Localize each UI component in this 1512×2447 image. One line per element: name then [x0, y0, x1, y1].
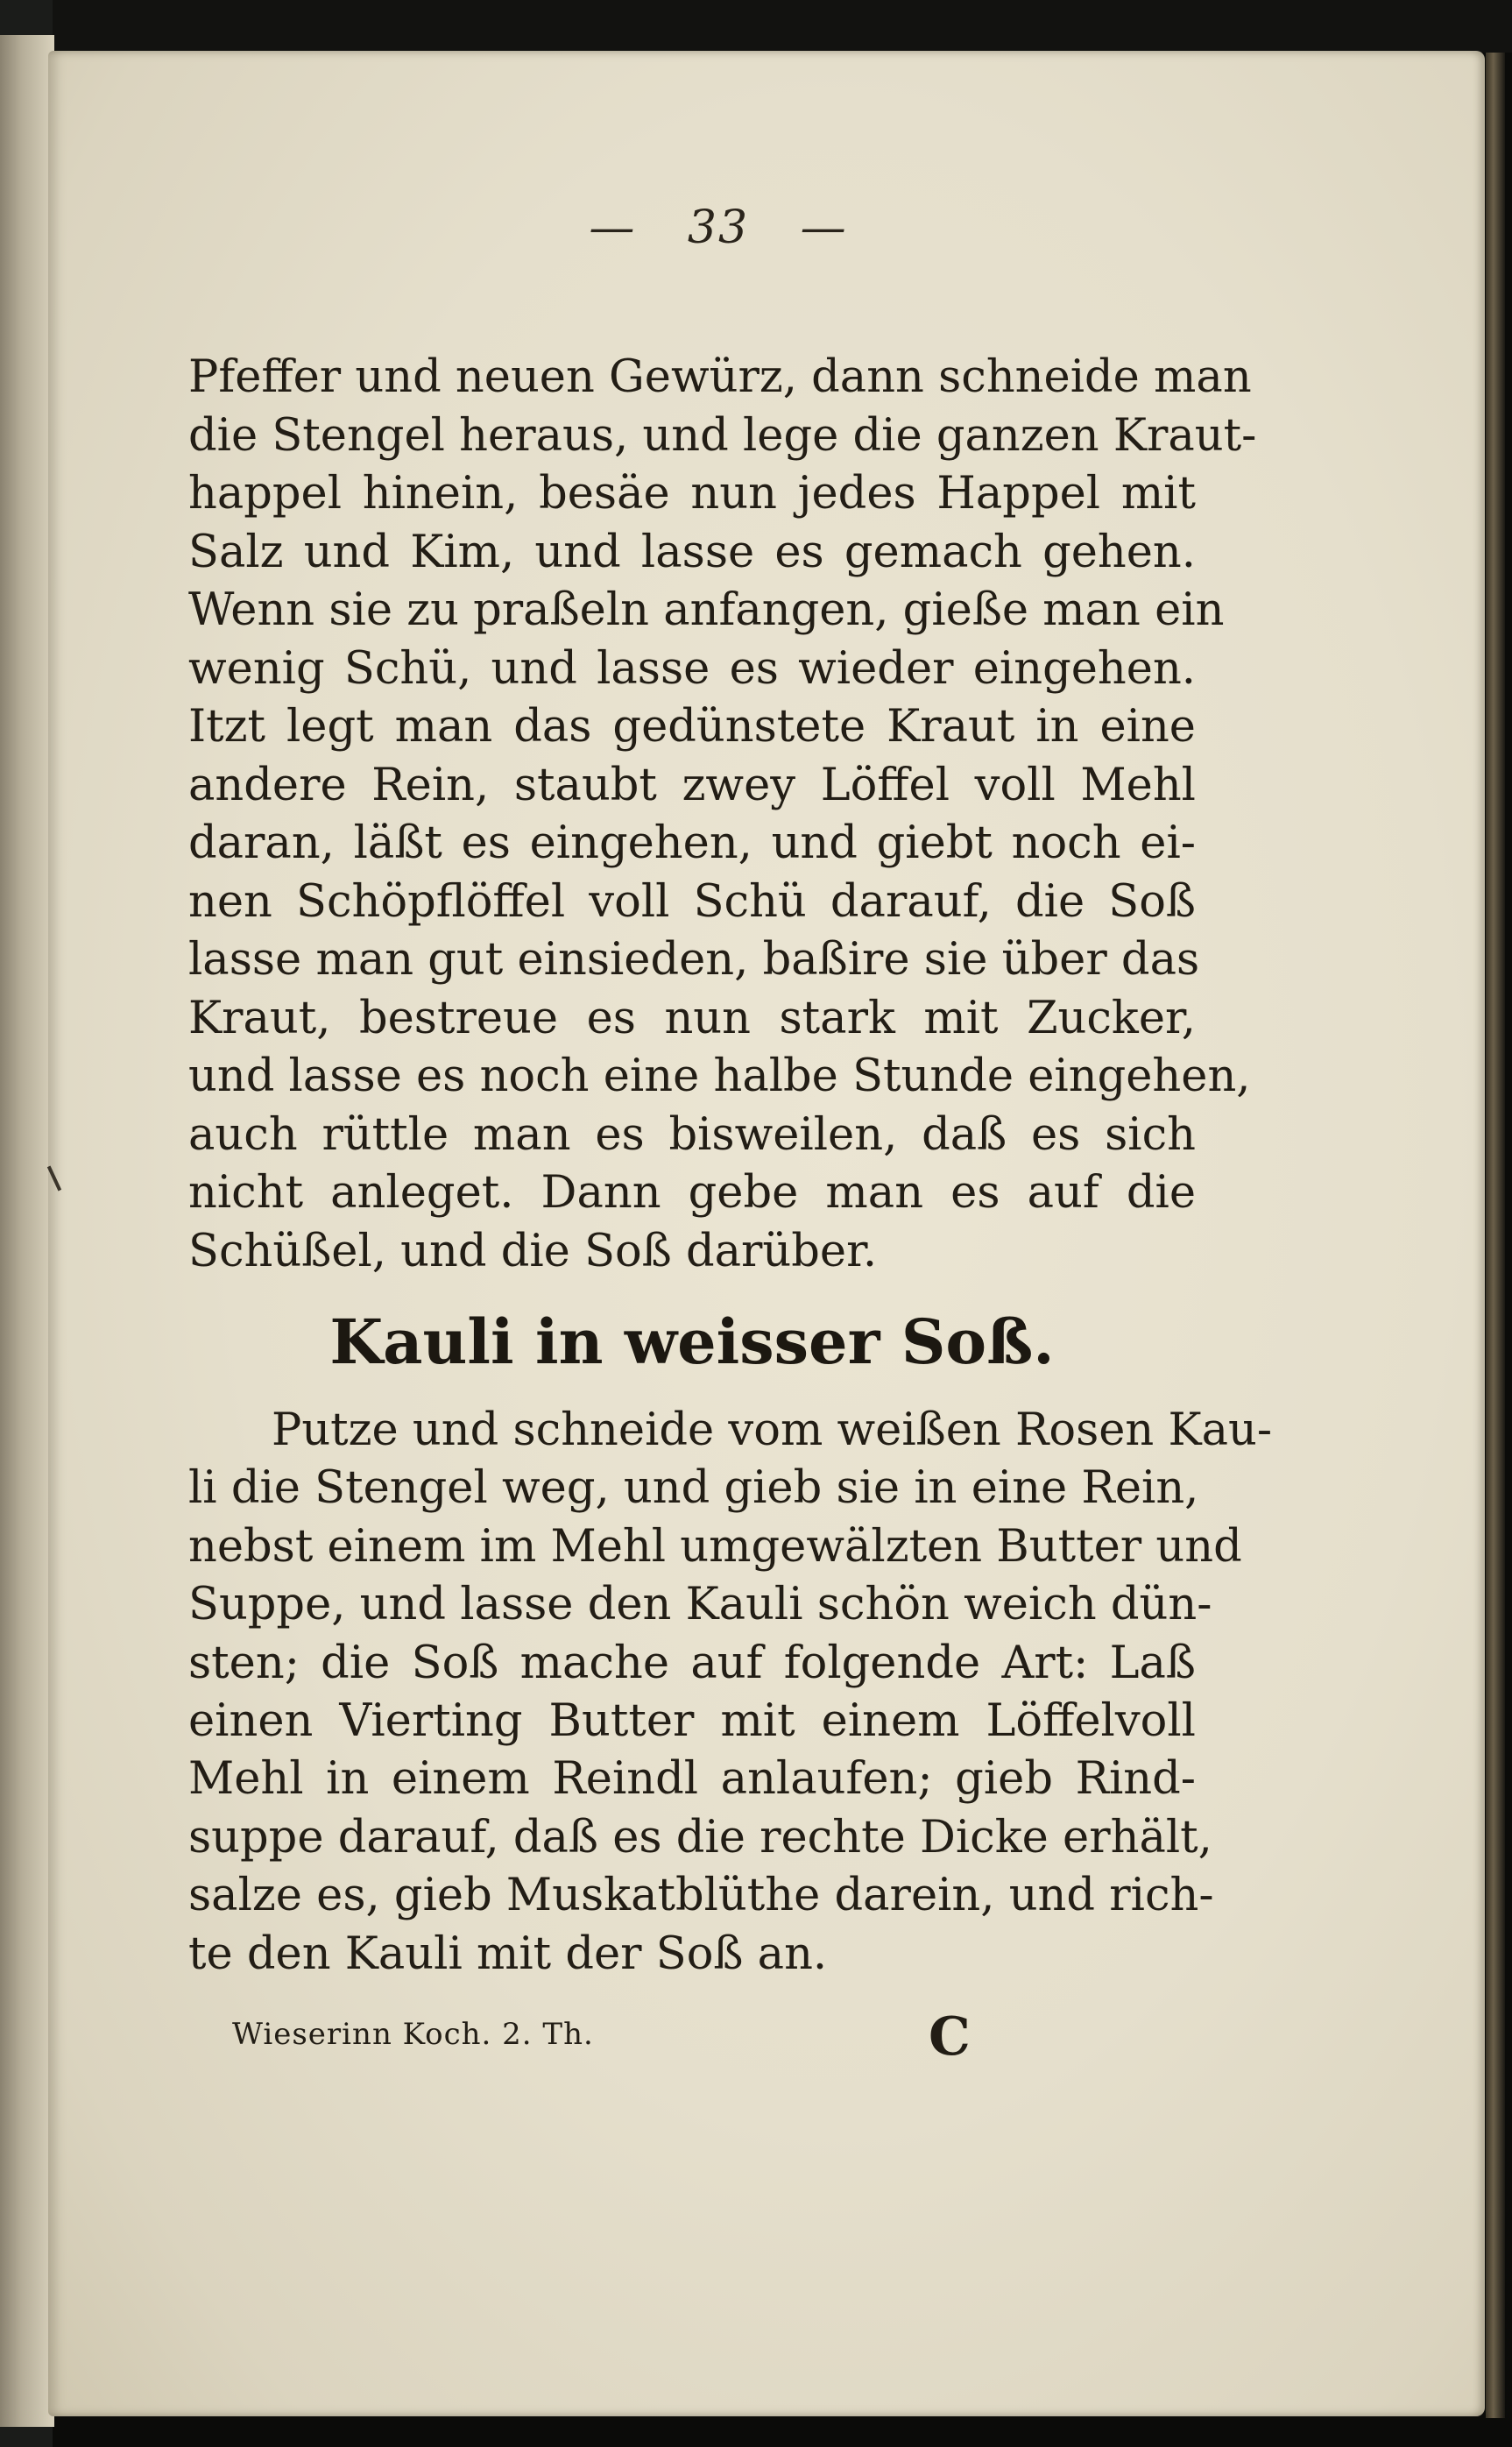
text-line: suppe darauf, daß es die rechte Dicke erhält, — [188, 1811, 1212, 1864]
text-line: einen Vierting Butter mit einem Löffelvoll — [188, 1695, 1196, 1748]
text-line: lasse man gut einsieden, baßire sie über das — [188, 934, 1200, 986]
text-line: Suppe, und lasse den Kauli schön weich dün- — [188, 1579, 1212, 1631]
text-line: nen Schöpflöffel voll Schü darauf, die Soß — [188, 875, 1196, 928]
text-line: Pfeffer und neuen Gewürz, dann schneide man — [188, 351, 1252, 403]
scan-background-top — [0, 0, 1512, 53]
text-line: nebst einem im Mehl umgewälzten Butter und — [188, 1520, 1242, 1573]
text-line: sten; die Soß mache auf folgende Art: Laß — [188, 1637, 1196, 1689]
text-line: nicht anleget. Dann gebe man es auf die — [188, 1167, 1196, 1219]
page-number-dash-left: — — [589, 202, 637, 254]
page-number — [561, 202, 876, 254]
recipe-text — [188, 1402, 1273, 1984]
text-line: Schüßel, und die Soß darüber. — [188, 1225, 878, 1277]
continued-recipe-text — [188, 349, 1257, 1281]
text-line: Wenn sie zu praßeln anfangen, gieße man ein — [188, 584, 1225, 636]
text-line: Kraut, bestreue es nun stark mit Zucker, — [188, 992, 1196, 1044]
text-line: happel hinein, besäe nun jedes Happel mit — [188, 468, 1196, 520]
text-line: te den Kauli mit der Soß an. — [188, 1927, 828, 1980]
recipe-heading: Kauli in weisser Soß. — [329, 1305, 1055, 1378]
text-line: wenig Schü, und lasse es wieder eingehen. — [188, 642, 1196, 695]
signature-line: Wieserinn Koch. 2. Th. — [232, 2017, 594, 2052]
text-line: Itzt legt man das gedünstete Kraut in eine — [188, 701, 1196, 753]
text-line: li die Stengel weg, und gieb sie in eine Rein, — [188, 1462, 1199, 1515]
page-edge-shadow — [1486, 53, 1505, 2418]
text-line: Salz und Kim, und lasse es gemach gehen. — [188, 526, 1196, 578]
page-number-dash-right: — — [800, 202, 848, 254]
text-line: salze es, gieb Muskatblüthe darein, und rich- — [188, 1870, 1214, 1922]
text-line: die Stengel heraus, und lege die ganzen Kraut- — [188, 409, 1257, 462]
text-line: und lasse es noch eine halbe Stunde eingehen, — [188, 1050, 1251, 1102]
text-line: Mehl in einem Reindl anlaufen; gieb Rind- — [188, 1753, 1196, 1806]
text-line: andere Rein, staubt zwey Löffel voll Mehl — [188, 759, 1196, 811]
text-line: auch rüttle man es bisweilen, daß es sich — [188, 1108, 1196, 1161]
signature-mark: C — [929, 2006, 971, 2068]
text-line: Putze und schneide vom weißen Rosen Kau- — [272, 1404, 1273, 1456]
page-number-value: 33 — [687, 202, 750, 254]
text-line: daran, läßt es eingehen, und giebt noch ei- — [188, 817, 1196, 869]
book-binding-edge — [0, 35, 54, 2427]
